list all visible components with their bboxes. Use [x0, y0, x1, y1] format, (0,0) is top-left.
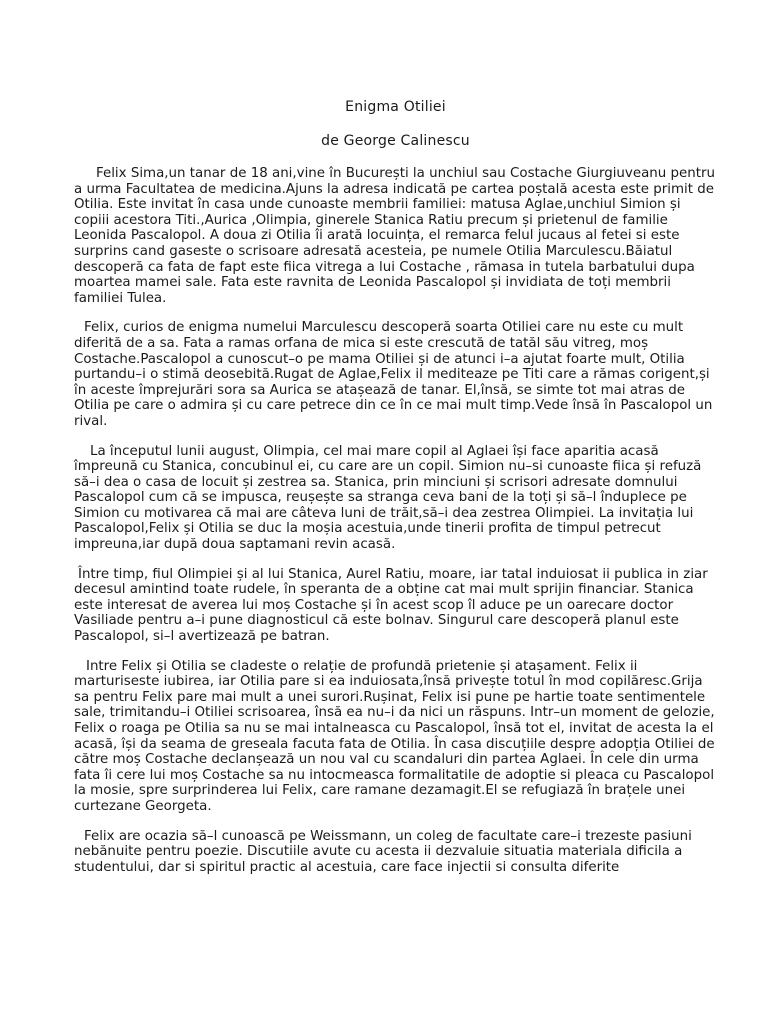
- paragraph-3: La începutul lunii august, Olimpia, cel mai mare copil al Aglaei își face aparitia acasă împreună cu Stanica, concubinul ei, cu care are un copil. Simion nu–si cunoaste fiica și refuză să–i dea o casa de locuit și zestrea sa. Stanica, prin minciuni și scrisori adresate domnului Pascalopol cum că se impusca, reușește sa stranga ceva bani de la toți și să–l înduplece pe Simion cu motivarea că mai are câteva luni de trăit,să–i dea zestrea Olimpiei. La invitația lui Pascalopol,Felix și Otilia se duc la moșia acestuia,unde tinerii profita de timpul petrecut impreuna,iar după doua saptamani revin acasă.: [74, 443, 702, 553]
- paragraph-4: Între timp, fiul Olimpiei și al lui Stanica, Aurel Ratiu, moare, iar tatal induiosat ii publica in ziar decesul amintind toate rudele, în speranta de a obține cat mai mult sprijin financiar. Stanica este interesat de averea lui moș Costache și în acest scop îl aduce pe un oarecare doctor Vasiliade pentru a–i pune diagnosticul că este bolnav. Singurul care descoperă planul este Pascalopol, si–l avertizează pe batran.: [74, 566, 708, 645]
- document-title: Enigma Otiliei: [345, 99, 446, 115]
- paragraph-1: Felix Sima,un tanar de 18 ani,vine în București la unchiul sau Costache Giurgiuveanu pentru a urma Facultatea de medicina.Ajuns la adresa indicată pe cartea poștală acesta este primit de Otilia. Este invitat în casa unde cunoaste membrii familiei: matusa Aglae,unchiul Simion și copiii acestora Titi.,Aurica ,Olimpia, ginerele Stanica Ratiu precum și prietenul de familie Leonida Pascalopol. A doua zi Otilia îi arată locuința, el remarca felul jucaus al fetei si este surprins cand gaseste o scrisoare adresată acesteia, pe numele Otilia Marculescu.Băiatul descoperă ca fata de fapt este fiica vitrega a lui Costache , rămasa in tutela barbatului dupa moartea mamei sale. Fata este ravnita de Leonida Pascalopol și invidiata de toți membrii familiei Tulea.: [74, 166, 715, 306]
- document-page: [74, 98, 717, 875]
- paragraph-5: Intre Felix și Otilia se cladeste o relație de profundă prietenie și atașament. Felix ii marturiseste iubirea, iar Otilia pare si ea induiosata,însă privește totul în mod copilăresc.Grija sa pentru Felix pare mai mult a unei surori.Rușinat, Felix isi pune pe hartie toate sentimentele sale, trimitandu–i Otiliei scrisoarea, însă ea nu–i da nici un răspuns. Intr–un moment de gelozie, Felix o roaga pe Otilia sa nu se mai intalneasca cu Pascalopol, însă tot el, invitat de acesta la el acasă, își da seama de greseala facuta fata de Otilia. În casa discuțiile despre adopția Otiliei de către moș Costache declanșează un nou val cu scandaluri din partea Aglaei. În cele din urma fata îi cere lui moș Costache sa nu intocmeasca formalitatile de adoptie si pleaca cu Pascalopol la mosie, spre surprinderea lui Felix, care ramane dezamagit.El se refugiază în brațele unei curtezane Georgeta.: [74, 658, 715, 814]
- document-author: de George Calinescu: [321, 133, 470, 149]
- paragraph-2: Felix, curios de enigma numelui Marculescu descoperă soarta Otiliei care nu este cu mult diferită de a sa. Fata a ramas orfana de mica si este crescută de tatăl său vitreg, moș Costache.Pascalopol a cunoscut–o pe mama Otiliei și de atunci i–a ajutat foarte mult, Otilia purtandu–i o stimă deosebită.Rugat de Aglae,Felix il mediteaze pe Titi care a rămas corigent,și în aceste împrejurări sora sa Aurica se atașează de tanar. El,însă, se simte tot mai atras de Otilia pe care o admira și cu care petrece din ce în ce mai mult timp.Vede însă în Pascalopol un rival.: [74, 320, 713, 429]
- paragraph-6: Felix are ocazia să–l cunoască pe Weissmann, un coleg de facultate care–i trezeste pasiuni nebănuite pentru poezie. Discutiile avute cu acesta ii dezvaluie situatia materiala dificila a studentului, dar si spiritul practic al acestuia, care face injectii si consulta diferite: [74, 828, 692, 875]
